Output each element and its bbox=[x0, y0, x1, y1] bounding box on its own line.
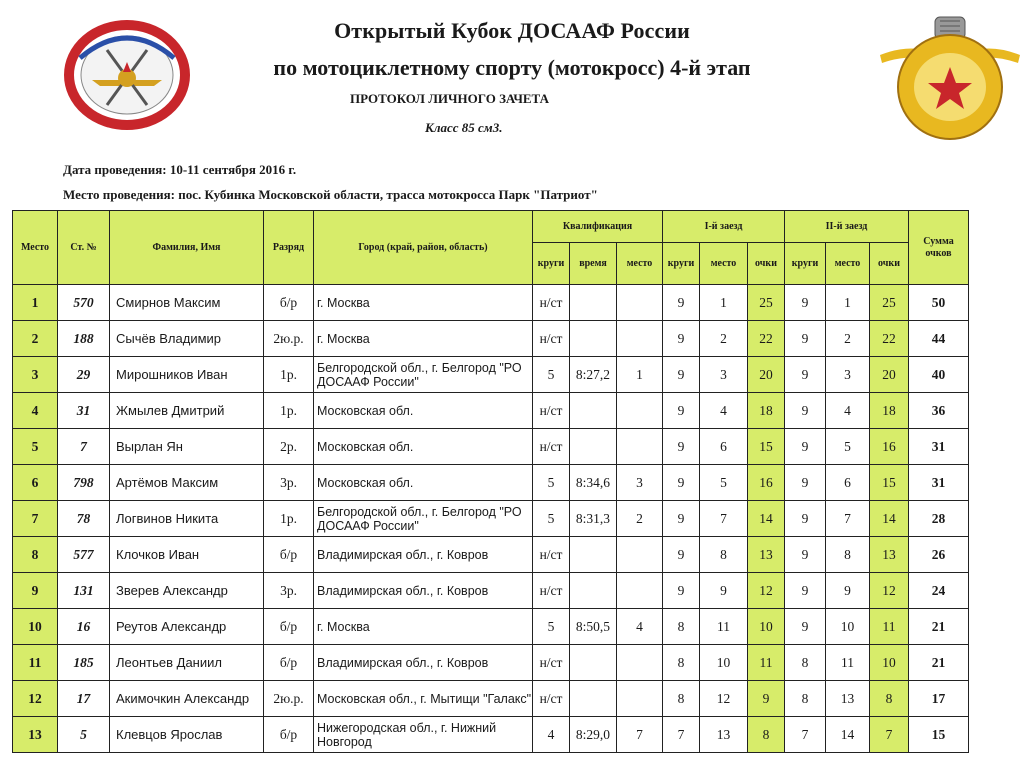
cell-city: Московская обл. bbox=[314, 393, 533, 429]
table-row bbox=[13, 537, 969, 573]
cell-r1-points: 13 bbox=[748, 537, 785, 573]
cell-number: 131 bbox=[58, 573, 110, 609]
cell-r2-points: 18 bbox=[870, 393, 909, 429]
header-race1: I-й заезд bbox=[663, 211, 785, 243]
event-date: Дата проведения: 10-11 сентября 2016 г. bbox=[63, 162, 297, 177]
cell-r2-pos: 2 bbox=[826, 321, 870, 357]
cell-name: Сычёв Владимир bbox=[110, 321, 264, 357]
header-r1-pos: место bbox=[700, 243, 748, 285]
cell-city: Владимирская обл., г. Ковров bbox=[314, 537, 533, 573]
cell-sum: 44 bbox=[909, 321, 969, 357]
table-row bbox=[13, 717, 969, 753]
cell-name: Логвинов Никита bbox=[110, 501, 264, 537]
cell-q-laps: 5 bbox=[533, 501, 570, 537]
cell-r2-points: 22 bbox=[870, 321, 909, 357]
cell-sum: 36 bbox=[909, 393, 969, 429]
cell-r1-pos: 7 bbox=[700, 501, 748, 537]
cell-number: 78 bbox=[58, 501, 110, 537]
table-row bbox=[13, 573, 969, 609]
cell-city: г. Москва bbox=[314, 285, 533, 321]
cell-sum: 31 bbox=[909, 429, 969, 465]
cell-q-pos bbox=[617, 285, 663, 321]
cell-sum: 50 bbox=[909, 285, 969, 321]
cell-r2-points: 11 bbox=[870, 609, 909, 645]
cell-r2-laps: 9 bbox=[785, 429, 826, 465]
cell-city: Московская обл., г. Мытищи "Галакс" bbox=[314, 681, 533, 717]
header-race2: II-й заезд bbox=[785, 211, 909, 243]
cell-r1-pos: 3 bbox=[700, 357, 748, 393]
cell-city: Московская обл. bbox=[314, 429, 533, 465]
cell-name: Реутов Александр bbox=[110, 609, 264, 645]
cell-r1-pos: 6 bbox=[700, 429, 748, 465]
cell-r1-pos: 12 bbox=[700, 681, 748, 717]
cell-place: 11 bbox=[13, 645, 58, 681]
cell-r2-pos: 3 bbox=[826, 357, 870, 393]
cell-sum: 17 bbox=[909, 681, 969, 717]
cell-r1-points: 25 bbox=[748, 285, 785, 321]
cell-r2-pos: 10 bbox=[826, 609, 870, 645]
cell-q-time bbox=[570, 285, 617, 321]
cell-q-laps: н/ст bbox=[533, 681, 570, 717]
cell-r2-pos: 9 bbox=[826, 573, 870, 609]
header-r2-laps: круги bbox=[785, 243, 826, 285]
cell-r1-points: 11 bbox=[748, 645, 785, 681]
table-row bbox=[13, 429, 969, 465]
cell-rank: б/р bbox=[264, 717, 314, 753]
cell-number: 570 bbox=[58, 285, 110, 321]
header-r2-pos: место bbox=[826, 243, 870, 285]
cell-sum: 21 bbox=[909, 645, 969, 681]
title-line2: по мотоциклетному спорту (мотокросс) 4-й этап bbox=[273, 55, 751, 80]
cell-q-time bbox=[570, 681, 617, 717]
cell-place: 2 bbox=[13, 321, 58, 357]
header-sum bbox=[909, 211, 969, 285]
cell-q-pos bbox=[617, 321, 663, 357]
cell-r2-laps: 7 bbox=[785, 717, 826, 753]
header-r1-laps: круги bbox=[663, 243, 700, 285]
cell-r1-points: 16 bbox=[748, 465, 785, 501]
cell-sum: 15 bbox=[909, 717, 969, 753]
cell-place: 4 bbox=[13, 393, 58, 429]
cell-r1-laps: 8 bbox=[663, 645, 700, 681]
cell-r1-points: 10 bbox=[748, 609, 785, 645]
cell-r2-pos: 5 bbox=[826, 429, 870, 465]
cell-r2-points: 7 bbox=[870, 717, 909, 753]
cell-r1-pos: 4 bbox=[700, 393, 748, 429]
cell-place: 7 bbox=[13, 501, 58, 537]
table-row bbox=[13, 681, 969, 717]
cell-q-pos: 3 bbox=[617, 465, 663, 501]
header-q-time: время bbox=[570, 243, 617, 285]
cell-r2-laps: 9 bbox=[785, 321, 826, 357]
cell-city: г. Москва bbox=[314, 609, 533, 645]
cell-q-time bbox=[570, 393, 617, 429]
cell-r1-pos: 2 bbox=[700, 321, 748, 357]
cell-r1-laps: 9 bbox=[663, 285, 700, 321]
cell-r1-points: 15 bbox=[748, 429, 785, 465]
cell-q-pos bbox=[617, 573, 663, 609]
cell-q-time bbox=[570, 573, 617, 609]
cell-q-laps: н/ст bbox=[533, 393, 570, 429]
header-qualification: Квалификация bbox=[533, 211, 663, 243]
cell-r2-laps: 9 bbox=[785, 609, 826, 645]
header-q-laps: круги bbox=[533, 243, 570, 285]
cell-q-pos bbox=[617, 681, 663, 717]
cell-r1-laps: 7 bbox=[663, 717, 700, 753]
cell-r1-points: 12 bbox=[748, 573, 785, 609]
cell-place: 13 bbox=[13, 717, 58, 753]
cell-r1-points: 14 bbox=[748, 501, 785, 537]
cell-r1-laps: 8 bbox=[663, 681, 700, 717]
cell-r2-points: 20 bbox=[870, 357, 909, 393]
event-venue: Место проведения: пос. Кубинка Московской области, трасса мотокросса Парк "Патриот" bbox=[63, 187, 598, 202]
cell-rank: 3р. bbox=[264, 573, 314, 609]
table-row bbox=[13, 321, 969, 357]
cell-name: Зверев Александр bbox=[110, 573, 264, 609]
cell-number: 31 bbox=[58, 393, 110, 429]
cell-r2-laps: 9 bbox=[785, 285, 826, 321]
cell-r2-pos: 13 bbox=[826, 681, 870, 717]
cell-number: 188 bbox=[58, 321, 110, 357]
cell-name: Мирошников Иван bbox=[110, 357, 264, 393]
cell-r2-pos: 14 bbox=[826, 717, 870, 753]
cell-name: Акимочкин Александр bbox=[110, 681, 264, 717]
cell-number: 798 bbox=[58, 465, 110, 501]
cell-r1-points: 18 bbox=[748, 393, 785, 429]
cell-r2-points: 10 bbox=[870, 645, 909, 681]
cell-sum: 21 bbox=[909, 609, 969, 645]
cell-r2-pos: 11 bbox=[826, 645, 870, 681]
header-city: Город (край, район, область) bbox=[314, 211, 533, 285]
cell-r1-points: 9 bbox=[748, 681, 785, 717]
cell-r1-pos: 11 bbox=[700, 609, 748, 645]
cell-rank: б/р bbox=[264, 645, 314, 681]
cell-r1-pos: 13 bbox=[700, 717, 748, 753]
cell-sum: 24 bbox=[909, 573, 969, 609]
cell-number: 5 bbox=[58, 717, 110, 753]
table-row bbox=[13, 285, 969, 321]
cell-r2-laps: 9 bbox=[785, 357, 826, 393]
cell-place: 9 bbox=[13, 573, 58, 609]
cell-r1-points: 8 bbox=[748, 717, 785, 753]
cell-r2-laps: 9 bbox=[785, 393, 826, 429]
cell-place: 10 bbox=[13, 609, 58, 645]
table-row bbox=[13, 645, 969, 681]
cell-city: Владимирская обл., г. Ковров bbox=[314, 645, 533, 681]
cell-number: 29 bbox=[58, 357, 110, 393]
table-row bbox=[13, 609, 969, 645]
cell-rank: 2ю.р. bbox=[264, 321, 314, 357]
cell-r1-laps: 9 bbox=[663, 573, 700, 609]
header-sum-line2: очков bbox=[925, 247, 952, 259]
header-r2-points: очки bbox=[870, 243, 909, 285]
cell-sum: 31 bbox=[909, 465, 969, 501]
cell-place: 8 bbox=[13, 537, 58, 573]
cell-r2-points: 15 bbox=[870, 465, 909, 501]
cell-r2-points: 14 bbox=[870, 501, 909, 537]
header-q-pos: место bbox=[617, 243, 663, 285]
cell-sum: 26 bbox=[909, 537, 969, 573]
cell-q-pos: 1 bbox=[617, 357, 663, 393]
cell-city: Белгородской обл., г. Белгород "РО ДОСААФ России" bbox=[314, 357, 533, 393]
cell-rank: 2р. bbox=[264, 429, 314, 465]
cell-q-laps: 4 bbox=[533, 717, 570, 753]
cell-sum: 28 bbox=[909, 501, 969, 537]
cell-r2-laps: 9 bbox=[785, 465, 826, 501]
cell-r2-pos: 4 bbox=[826, 393, 870, 429]
cell-q-laps: н/ст bbox=[533, 321, 570, 357]
cell-name: Клевцов Ярослав bbox=[110, 717, 264, 753]
cell-q-pos: 2 bbox=[617, 501, 663, 537]
cell-city: Московская обл. bbox=[314, 465, 533, 501]
header-r1-points: очки bbox=[748, 243, 785, 285]
cell-r2-points: 12 bbox=[870, 573, 909, 609]
cell-number: 17 bbox=[58, 681, 110, 717]
cell-q-laps: н/ст bbox=[533, 573, 570, 609]
cell-rank: 1р. bbox=[264, 357, 314, 393]
header-place: Место bbox=[13, 211, 58, 285]
cell-q-laps: 5 bbox=[533, 357, 570, 393]
cell-name: Леонтьев Даниил bbox=[110, 645, 264, 681]
cell-r1-pos: 1 bbox=[700, 285, 748, 321]
cell-r2-laps: 8 bbox=[785, 645, 826, 681]
cell-r1-pos: 5 bbox=[700, 465, 748, 501]
header-name: Фамилия, Имя bbox=[110, 211, 264, 285]
header-rank: Разряд bbox=[264, 211, 314, 285]
cell-r1-points: 20 bbox=[748, 357, 785, 393]
cell-number: 577 bbox=[58, 537, 110, 573]
cell-q-laps: н/ст bbox=[533, 537, 570, 573]
cell-q-time bbox=[570, 537, 617, 573]
cell-place: 6 bbox=[13, 465, 58, 501]
table-row bbox=[13, 357, 969, 393]
cell-r1-laps: 9 bbox=[663, 537, 700, 573]
cell-r2-pos: 7 bbox=[826, 501, 870, 537]
cell-r1-laps: 9 bbox=[663, 357, 700, 393]
cell-r1-pos: 8 bbox=[700, 537, 748, 573]
cell-name: Жмылев Дмитрий bbox=[110, 393, 264, 429]
cell-q-laps: 5 bbox=[533, 465, 570, 501]
cell-r1-laps: 9 bbox=[663, 429, 700, 465]
cell-r2-pos: 1 bbox=[826, 285, 870, 321]
cell-name: Вырлан Ян bbox=[110, 429, 264, 465]
cell-r2-laps: 9 bbox=[785, 501, 826, 537]
cell-q-pos bbox=[617, 429, 663, 465]
cell-name: Артёмов Максим bbox=[110, 465, 264, 501]
cell-q-time: 8:27,2 bbox=[570, 357, 617, 393]
cell-q-laps: н/ст bbox=[533, 285, 570, 321]
cell-q-pos: 4 bbox=[617, 609, 663, 645]
cell-rank: 1р. bbox=[264, 393, 314, 429]
cell-r1-laps: 9 bbox=[663, 501, 700, 537]
cell-q-time: 8:29,0 bbox=[570, 717, 617, 753]
cell-q-time bbox=[570, 321, 617, 357]
cell-place: 5 bbox=[13, 429, 58, 465]
cell-r2-points: 13 bbox=[870, 537, 909, 573]
cell-q-time bbox=[570, 429, 617, 465]
cell-r2-points: 16 bbox=[870, 429, 909, 465]
cell-r1-laps: 9 bbox=[663, 393, 700, 429]
cell-r1-laps: 9 bbox=[663, 465, 700, 501]
cell-r2-pos: 8 bbox=[826, 537, 870, 573]
table-row bbox=[13, 501, 969, 537]
cell-q-laps: н/ст bbox=[533, 645, 570, 681]
cell-q-pos bbox=[617, 645, 663, 681]
cell-r2-laps: 8 bbox=[785, 681, 826, 717]
cell-rank: б/р bbox=[264, 609, 314, 645]
cell-q-time: 8:34,6 bbox=[570, 465, 617, 501]
title-line1: Открытый Кубок ДОСААФ России bbox=[334, 18, 690, 43]
cell-r1-pos: 9 bbox=[700, 573, 748, 609]
cell-r2-points: 8 bbox=[870, 681, 909, 717]
cell-r1-laps: 8 bbox=[663, 609, 700, 645]
cell-number: 7 bbox=[58, 429, 110, 465]
cell-city: г. Москва bbox=[314, 321, 533, 357]
cell-city: Владимирская обл., г. Ковров bbox=[314, 573, 533, 609]
cell-rank: 1р. bbox=[264, 501, 314, 537]
cell-q-time bbox=[570, 645, 617, 681]
header-sum-line1: Сумма bbox=[923, 235, 954, 247]
cell-sum: 40 bbox=[909, 357, 969, 393]
cell-r2-pos: 6 bbox=[826, 465, 870, 501]
cell-q-pos: 7 bbox=[617, 717, 663, 753]
cell-place: 12 bbox=[13, 681, 58, 717]
protocol-title: ПРОТОКОЛ ЛИЧНОГО ЗАЧЕТА bbox=[350, 91, 549, 106]
cell-place: 1 bbox=[13, 285, 58, 321]
cell-rank: б/р bbox=[264, 537, 314, 573]
cell-place: 3 bbox=[13, 357, 58, 393]
cell-q-time: 8:50,5 bbox=[570, 609, 617, 645]
cell-r2-points: 25 bbox=[870, 285, 909, 321]
class-label: Класс 85 см3. bbox=[425, 120, 503, 135]
cell-q-time: 8:31,3 bbox=[570, 501, 617, 537]
cell-rank: 2ю.р. bbox=[264, 681, 314, 717]
cell-rank: б/р bbox=[264, 285, 314, 321]
cell-city: Белгородской обл., г. Белгород "РО ДОСААФ России" bbox=[314, 501, 533, 537]
cell-q-laps: н/ст bbox=[533, 429, 570, 465]
cell-city: Нижегородская обл., г. Нижний Новгород bbox=[314, 717, 533, 753]
results-table bbox=[12, 210, 969, 753]
cell-q-pos bbox=[617, 393, 663, 429]
cell-name: Смирнов Максим bbox=[110, 285, 264, 321]
header-number: Ст. № bbox=[58, 211, 110, 285]
cell-q-pos bbox=[617, 537, 663, 573]
cell-rank: 3р. bbox=[264, 465, 314, 501]
cell-q-laps: 5 bbox=[533, 609, 570, 645]
table-row bbox=[13, 465, 969, 501]
cell-number: 16 bbox=[58, 609, 110, 645]
cell-r1-points: 22 bbox=[748, 321, 785, 357]
cell-number: 185 bbox=[58, 645, 110, 681]
cell-r1-laps: 9 bbox=[663, 321, 700, 357]
cell-r2-laps: 9 bbox=[785, 573, 826, 609]
cell-r2-laps: 9 bbox=[785, 537, 826, 573]
cell-name: Клочков Иван bbox=[110, 537, 264, 573]
cell-r1-pos: 10 bbox=[700, 645, 748, 681]
table-row bbox=[13, 393, 969, 429]
